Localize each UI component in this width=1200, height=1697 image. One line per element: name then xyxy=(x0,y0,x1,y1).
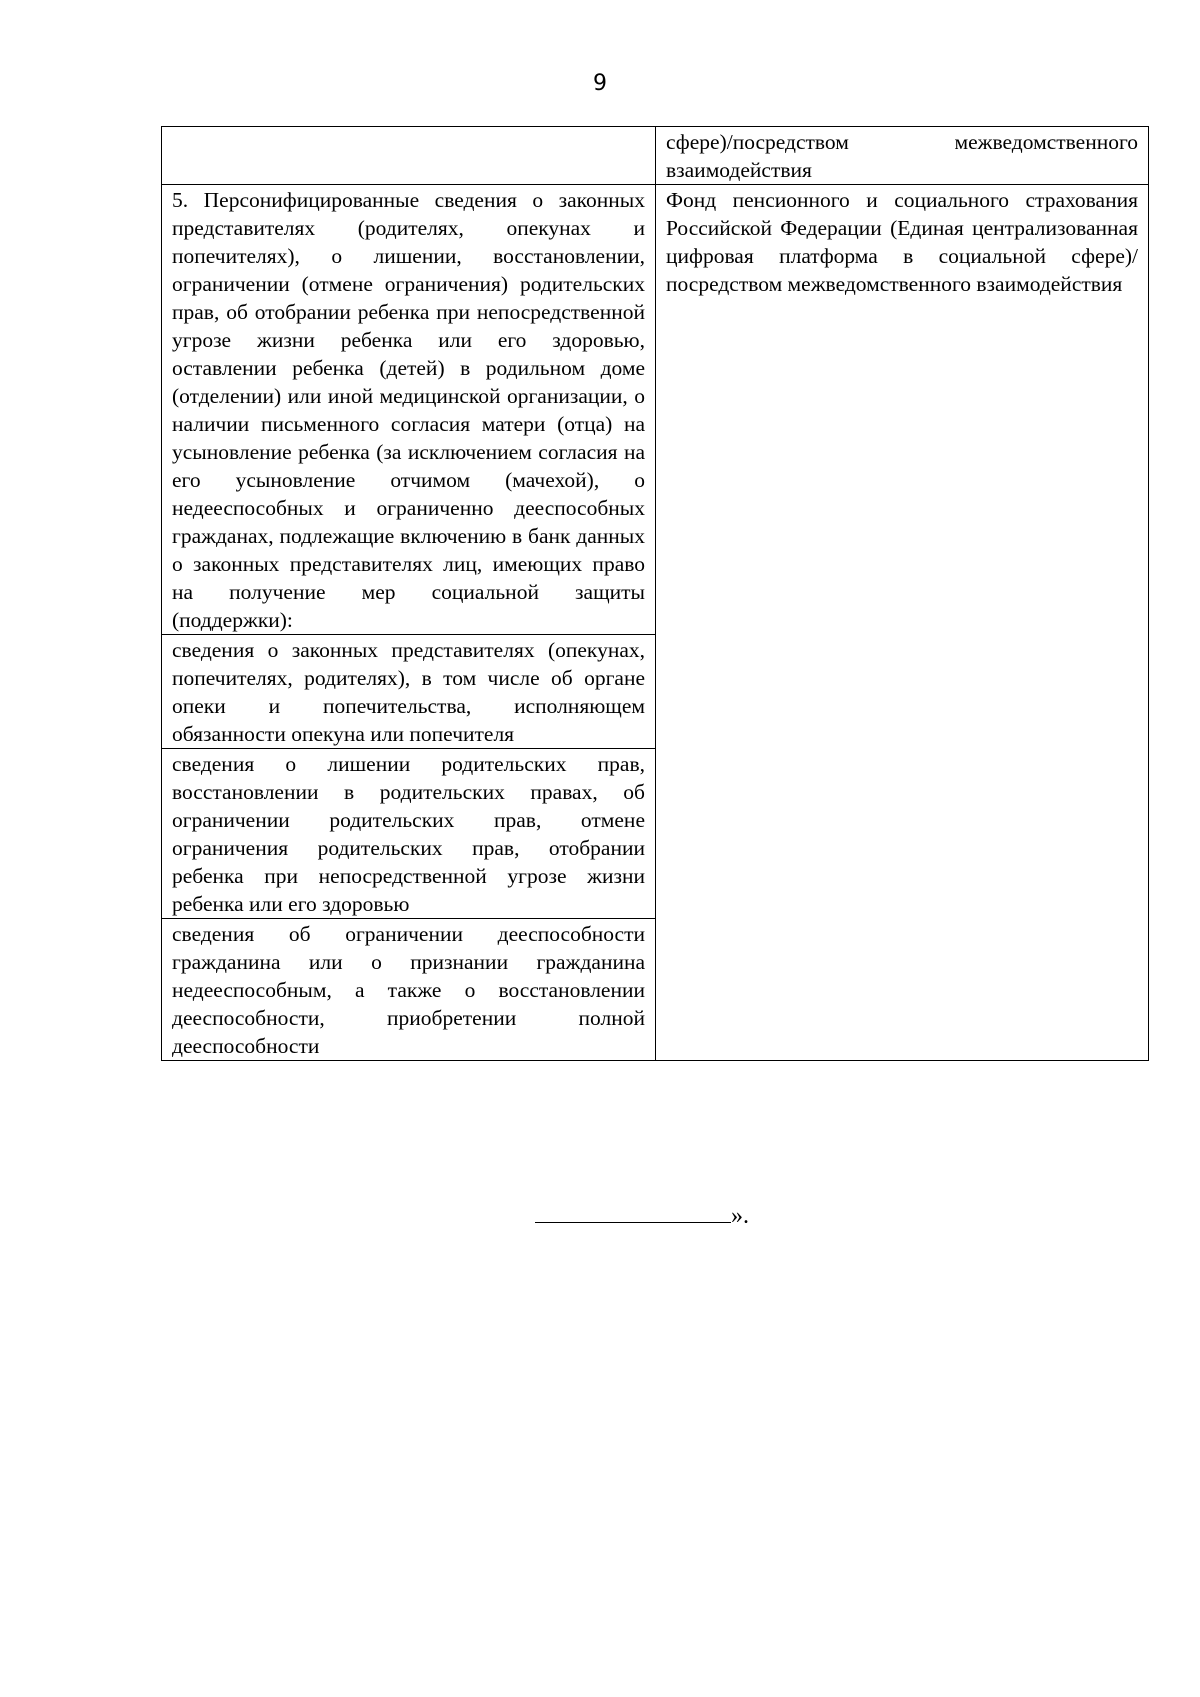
table-row-item-5 xyxy=(162,185,1149,635)
page-number: 9 xyxy=(593,71,607,96)
continuation-left-cell xyxy=(162,127,656,185)
document-end-mark xyxy=(535,1200,749,1231)
end-underline xyxy=(535,1200,731,1223)
item-5-source-cell: Фонд пенсионного и социального страхования Российской Федерации (Единая централизованная цифровая платформа в социальной сфере)/посредством межведомственного взаимодействия xyxy=(656,185,1149,1061)
subitem-legal-capacity-cell: сведения об ограничении дееспособности гражданина или о признании гражданина недееспособным, а также о восстановлении дееспособности, приобретении полной дееспособности xyxy=(162,919,656,1061)
subitem-legal-representatives-cell: сведения о законных представителях (опекунах, попечителях, родителях), в том числе об органе опеки и попечительства, исполняющем обязанности опекуна или попечителя xyxy=(162,635,656,749)
table-row-continuation xyxy=(162,127,1149,185)
continuation-source-cell: сфере)/посредством межведомственного взаимодействия xyxy=(656,127,1149,185)
data-sources-table xyxy=(161,126,1149,1061)
subitem-parental-rights-cell: сведения о лишении родительских прав, восстановлении в родительских правах, об ограничении родительских прав, отмене ограничения родительских прав, отобрании ребенка при непосредственной угрозе жизни ребенка или его здоровью xyxy=(162,749,656,919)
item-5-heading-cell: 5. Персонифицированные сведения о законных представителях (родителях, опекунах и попечителях), о лишении, восстановлении, ограничении (отмене ограничения) родительских прав, об отобрании ребенка при непосредственной угрозе жизни ребенка или его здоровью, оставлении ребенка (детей) в родильном доме (отделении) или иной медицинской организации, о наличии письменного согласия матери (отца) на усыновление ребенка (за исключением согласия на его усыновление отчимом (мачехой), о недееспособных и ограниченно дееспособных гражданах, подлежащие включению в банк данных о законных представителях лиц, имеющих право на получение мер социальной защиты (поддержки): xyxy=(162,185,656,635)
closing-quote: ». xyxy=(731,1203,749,1229)
